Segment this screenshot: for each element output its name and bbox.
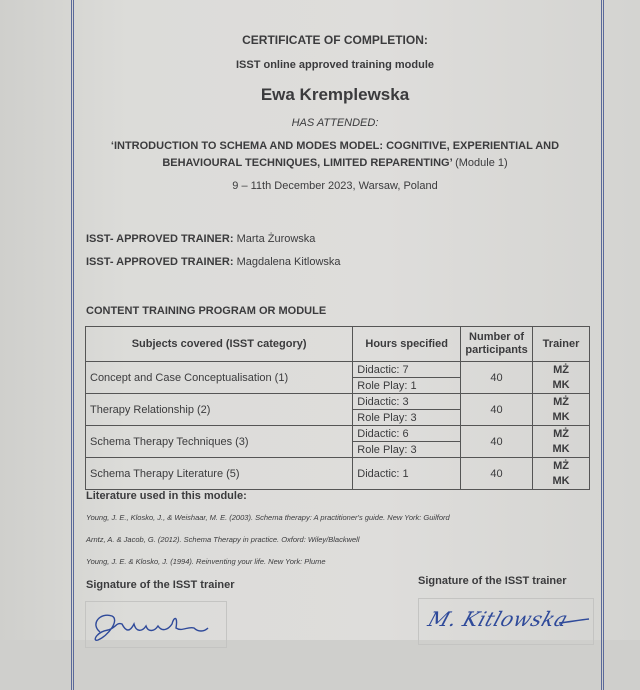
signature-right-text: M. Kitlowska (425, 607, 572, 631)
trainer-cell (533, 362, 590, 394)
module-label: (Module 1) (455, 157, 508, 169)
header-hours: Hours specified (353, 327, 461, 362)
literature-ref: Arntz, A. & Jacob, G. (2012). Schema Therapy in practice. Oxford: Wiley/Blackwell (86, 535, 360, 544)
trainer-cell (533, 426, 590, 458)
hours-cell: Didactic: 7 (353, 362, 461, 378)
recipient-name: Ewa Kremplewska (260, 85, 410, 104)
signature-left-image (86, 602, 226, 647)
trainer-initials: MŻ (553, 395, 569, 408)
course-title (75, 138, 595, 172)
trainer-initials: MK (552, 474, 570, 487)
program-table (85, 326, 590, 490)
trainer-label: ISST- APPROVED TRAINER: (86, 256, 234, 268)
date-place: 9 – 11th December 2023, Warsaw, Poland (232, 180, 438, 192)
signature-box-right (418, 598, 594, 645)
hours-cell: Role Play: 3 (353, 410, 461, 426)
table-row (86, 458, 590, 490)
trainer-cell (533, 394, 590, 426)
hours-cell: Didactic: 3 (353, 394, 461, 410)
trainer-initials: MK (552, 378, 570, 391)
table-header-row (86, 327, 590, 362)
program-heading: CONTENT TRAINING PROGRAM OR MODULE (86, 305, 327, 317)
trainer-initials: MŻ (553, 459, 569, 472)
subject-cell: Schema Therapy Literature (5) (86, 458, 353, 490)
trainer-line (86, 256, 341, 268)
trainer-initials: MŻ (553, 427, 569, 440)
trainer-initials: MK (552, 410, 570, 423)
subject-cell: Therapy Relationship (2) (86, 394, 353, 426)
trainer-initials: MK (552, 442, 570, 455)
certificate-title: CERTIFICATE OF COMPLETION: (242, 33, 428, 47)
hours-cell: Role Play: 3 (353, 442, 461, 458)
trainer-label: ISST- APPROVED TRAINER: (86, 233, 234, 245)
literature-ref: Young, J. E. & Klosko, J. (1994). Reinventing your life. New York: Plume (86, 557, 326, 566)
trainer-cell (533, 458, 590, 490)
signature-right-flourish (419, 599, 593, 644)
trainer-initials: MŻ (553, 363, 569, 376)
literature-ref: Young, J. E., Klosko, J., & Weishaar, M. E. (2003). Schema therapy: A practitioner's guide. New York: Guilford (86, 513, 450, 522)
participants-cell: 40 (461, 426, 533, 458)
header-participants: Number of participants (461, 327, 533, 362)
certificate-subtitle: ISST online approved training module (235, 59, 435, 71)
trainer-name: Magdalena Kitlowska (236, 256, 341, 268)
literature-heading: Literature used in this module: (86, 490, 247, 502)
signature-label-left: Signature of the ISST trainer (86, 579, 235, 591)
table-row (86, 394, 590, 410)
participants-cell: 40 (461, 362, 533, 394)
hours-cell: Didactic: 6 (353, 426, 461, 442)
subject-cell: Schema Therapy Techniques (3) (86, 426, 353, 458)
subject-cell: Concept and Case Conceptualisation (1) (86, 362, 353, 394)
has-attended: HAS ATTENDED: (291, 117, 379, 129)
signature-box-left (85, 601, 227, 648)
hours-cell: Role Play: 1 (353, 378, 461, 394)
course-title-text: ‘INTRODUCTION TO SCHEMA AND MODES MODEL: COGNITIVE, EXPERIENTIAL AND BEHAVIOURAL TECHNIQUES, LIMITED REPARENTING’ (110, 140, 560, 169)
participants-cell: 40 (461, 458, 533, 490)
table-row (86, 362, 590, 378)
trainer-name: Marta Żurowska (236, 233, 316, 245)
signature-label-right: Signature of the ISST trainer (418, 575, 567, 587)
table-row (86, 426, 590, 442)
header-trainer: Trainer (533, 327, 590, 362)
trainer-line (86, 233, 315, 245)
participants-cell: 40 (461, 394, 533, 426)
header-subjects: Subjects covered (ISST category) (86, 327, 353, 362)
hours-cell: Didactic: 1 (353, 458, 461, 490)
